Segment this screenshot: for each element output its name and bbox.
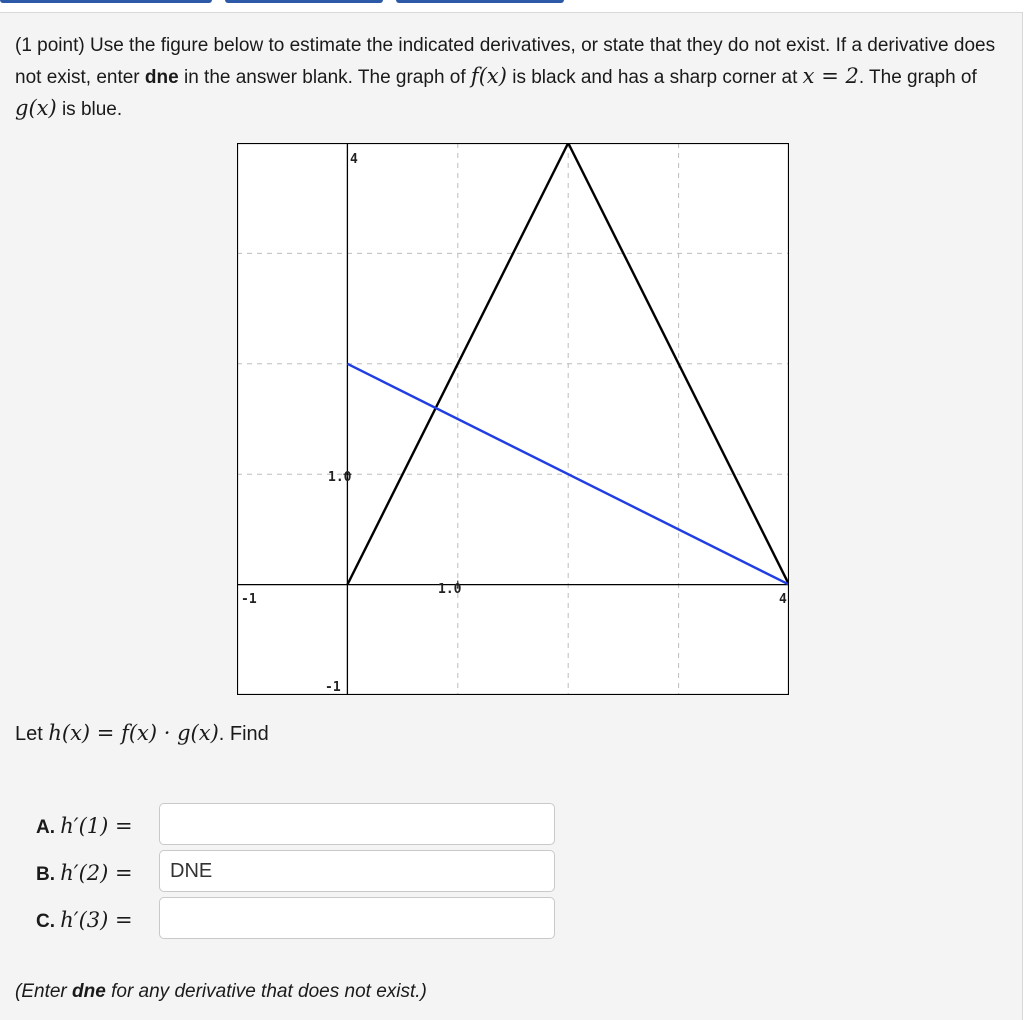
let-word: Let	[15, 723, 43, 745]
answer-label-a	[36, 811, 156, 843]
problem-black-phrase: is black and has a sharp corner at	[512, 67, 798, 88]
problem-points: (1 point)	[15, 35, 85, 56]
answer-expr-c: h′(3) =	[60, 908, 133, 932]
answer-input-b[interactable]	[159, 850, 555, 892]
answer-expr-b: h′(2) =	[60, 861, 133, 885]
x-equals-2: x = 2	[802, 64, 859, 88]
y-axis-label-1: 1.0	[328, 470, 352, 485]
x-axis-label-neg1: -1	[241, 592, 257, 607]
problem-statement	[15, 30, 1005, 125]
tab-indicator[interactable]	[225, 0, 383, 3]
tick-labels	[241, 152, 787, 695]
answer-expr-a: h′(1) =	[60, 814, 133, 838]
find-word: . Find	[218, 723, 269, 745]
y-axis-label-neg1: -1	[325, 680, 341, 695]
let-statement	[15, 718, 269, 749]
function-graph	[237, 143, 789, 695]
h-definition: h(x) = f(x) · g(x)	[48, 721, 219, 745]
answer-label-b	[36, 858, 156, 890]
problem-period: . The graph of	[858, 67, 977, 88]
graph-canvas	[237, 143, 789, 695]
footer-pre: (Enter	[15, 981, 67, 1002]
tab-indicator[interactable]	[396, 0, 564, 3]
problem-blue-phrase: is blue.	[61, 99, 123, 120]
footer-dne-keyword: dne	[72, 981, 106, 1002]
problem-dne-keyword: dne	[144, 67, 179, 88]
top-tab-strip	[0, 0, 1024, 4]
g-of-x: g(x)	[15, 96, 57, 120]
x-axis-label-1: 1.0	[438, 582, 462, 597]
footer-post: for any derivative that does not exist.)	[111, 981, 427, 1002]
answer-letter-b: B.	[36, 864, 55, 885]
f-of-x: f(x)	[470, 64, 507, 88]
answer-input-a[interactable]	[159, 803, 555, 845]
answer-input-c[interactable]	[159, 897, 555, 939]
answer-label-c	[36, 905, 156, 937]
answer-letter-c: C.	[36, 911, 55, 932]
tab-indicator[interactable]	[0, 0, 212, 3]
footer-note	[15, 977, 427, 1007]
x-axis-label-4: 4	[779, 592, 787, 607]
answer-letter-a: A.	[36, 817, 55, 838]
problem-intro: Use the figure below to estimate the indicated derivatives, or state that they do not exist. If a derivative does not exist, enter	[15, 35, 996, 88]
y-axis-label-4: 4	[350, 152, 358, 167]
problem-middle: in the answer blank. The graph of	[183, 67, 466, 88]
